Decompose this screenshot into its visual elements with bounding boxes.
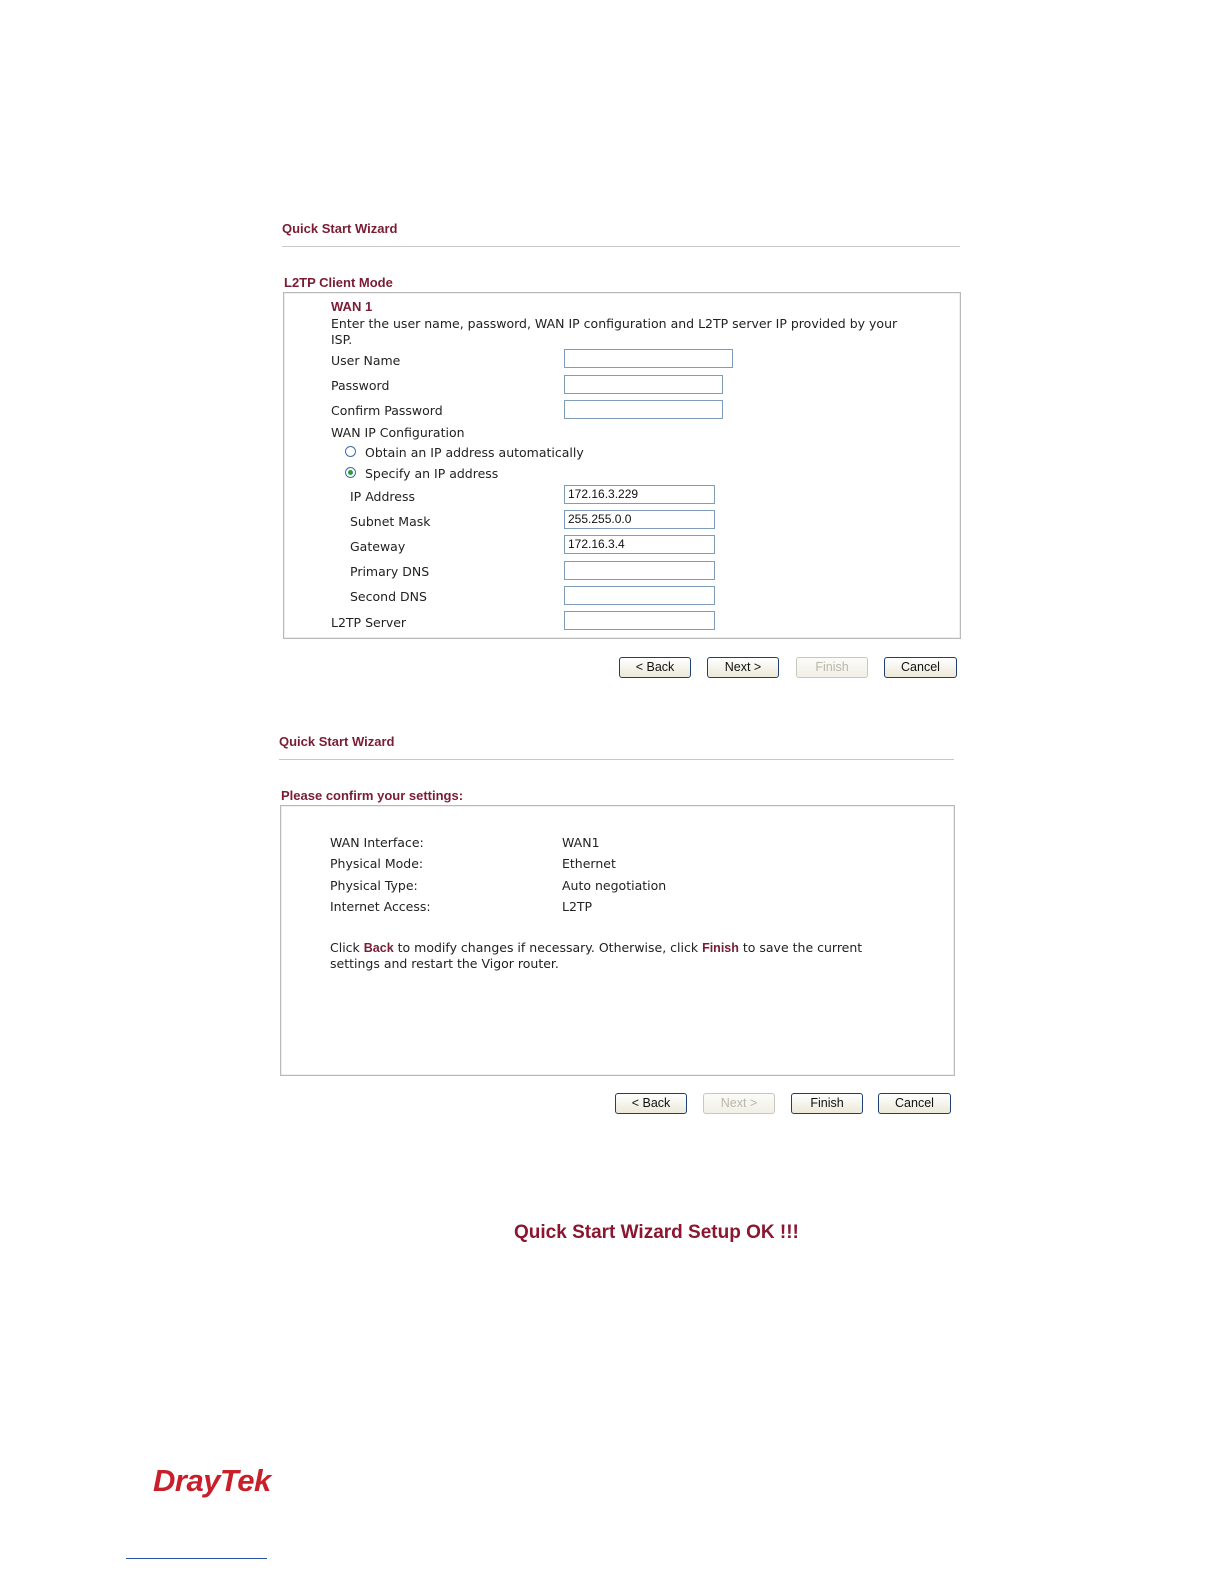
title-divider (282, 246, 960, 247)
note-part3: to save the current settings and restart the Vigor router. (330, 940, 863, 971)
obtain-ip-auto-label: Obtain an IP address automatically (365, 445, 584, 460)
confirm-password-input[interactable] (564, 400, 723, 419)
summary-value-wan-interface: WAN1 (562, 835, 600, 850)
next-button[interactable]: Next > (707, 657, 779, 678)
obtain-ip-auto-radio[interactable] (345, 446, 356, 457)
summary-label-physical-type: Physical Type: (330, 878, 418, 893)
confirm-finish-button[interactable]: Finish (791, 1093, 863, 1114)
second-dns-label: Second DNS (350, 589, 427, 604)
summary-value-physical-type: Auto negotiation (562, 878, 667, 893)
specify-ip-radio[interactable] (345, 467, 356, 478)
footer-rule (126, 1558, 267, 1559)
summary-value-internet-access: L2TP (562, 899, 593, 914)
specify-ip-label: Specify an IP address (365, 466, 499, 481)
summary-label-wan-interface: WAN Interface: (330, 835, 424, 850)
second-dns-input[interactable] (564, 586, 715, 605)
l2tp-server-label: L2TP Server (331, 615, 407, 630)
setup-ok-message: Quick Start Wizard Setup OK !!! (514, 1222, 799, 1243)
title-divider-confirm (279, 759, 954, 760)
back-button[interactable]: < Back (619, 657, 691, 678)
instructions-text: Enter the user name, password, WAN IP configuration and L2TP server IP provided by your ISP. (331, 316, 898, 347)
note-finish-word: Finish (702, 941, 739, 955)
summary-label-internet-access: Internet Access: (330, 899, 431, 914)
draytek-logo: DrayTek (153, 1463, 271, 1498)
l2tp-server-input[interactable] (564, 611, 715, 630)
finish-button-disabled: Finish (796, 657, 868, 678)
primary-dns-input[interactable] (564, 561, 715, 580)
user-name-label: User Name (331, 353, 401, 368)
cancel-button[interactable]: Cancel (884, 657, 957, 678)
confirm-back-button[interactable]: < Back (615, 1093, 687, 1114)
confirm-note (330, 940, 910, 972)
note-part2: to modify changes if necessary. Otherwise, click (393, 940, 703, 955)
section-label: L2TP Client Mode (284, 275, 393, 290)
user-name-input[interactable] (564, 349, 733, 368)
ip-address-label: IP Address (350, 489, 415, 504)
gateway-label: Gateway (350, 539, 406, 554)
wan-title: WAN 1 (331, 299, 373, 314)
summary-label-physical-mode: Physical Mode: (330, 856, 424, 871)
wan-ip-config-label: WAN IP Configuration (331, 425, 465, 440)
wizard-title: Quick Start Wizard (282, 221, 398, 236)
password-label: Password (331, 378, 390, 393)
note-back-word: Back (363, 941, 394, 955)
wizard-title-confirm: Quick Start Wizard (279, 734, 395, 749)
password-input[interactable] (564, 375, 723, 394)
confirm-password-label: Confirm Password (331, 403, 443, 418)
ip-address-input[interactable]: 172.16.3.229 (564, 485, 715, 504)
subnet-mask-input[interactable]: 255.255.0.0 (564, 510, 715, 529)
primary-dns-label: Primary DNS (350, 564, 430, 579)
confirm-section-label: Please confirm your settings: (281, 788, 464, 803)
gateway-input[interactable]: 172.16.3.4 (564, 535, 715, 554)
summary-value-physical-mode: Ethernet (562, 856, 616, 871)
confirm-cancel-button[interactable]: Cancel (878, 1093, 951, 1114)
note-part1: Click (330, 940, 364, 955)
subnet-mask-label: Subnet Mask (350, 514, 431, 529)
confirm-next-button-disabled: Next > (703, 1093, 775, 1114)
